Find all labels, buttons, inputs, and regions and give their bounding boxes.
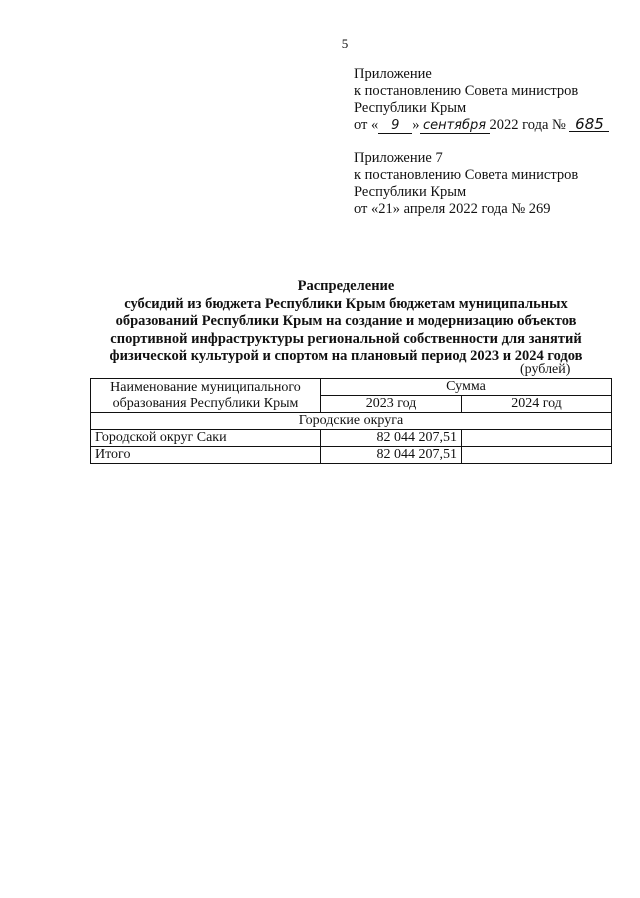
document-title: [80, 278, 612, 366]
row-amount-2024: [462, 430, 612, 447]
handwritten-day: 9: [378, 119, 412, 134]
annex-reference: к постановлению Совета министров: [354, 83, 579, 99]
annex-header: [354, 66, 609, 134]
row-amount-2023: 82 044 207,51: [321, 430, 462, 447]
row-municipality-name: Городской округ Саки: [91, 430, 321, 447]
title-line-2: субсидий из бюджета Республики Крым бюджетам муниципальных: [124, 295, 568, 312]
row-total-2023: 82 044 207,51: [321, 447, 462, 464]
annex-date-mid: »: [412, 117, 420, 133]
header-2024: 2024 год: [462, 396, 612, 413]
table-row: [91, 430, 612, 447]
annex-date-line: [354, 117, 609, 134]
header-2023: 2023 год: [321, 396, 462, 413]
annex-date-prefix: от «: [354, 117, 379, 133]
handwritten-month: сентября: [420, 119, 490, 134]
page-number: 5: [341, 36, 349, 51]
table-header-row: [91, 379, 612, 396]
title-line-4: спортивной инфраструктуры региональной собственности для занятий: [110, 330, 582, 347]
annex-previous-title: Приложение 7: [354, 150, 443, 166]
annex-previous-reference: к постановлению Совета министров: [354, 167, 579, 183]
units-label: (рублей): [520, 362, 571, 377]
annex-previous-republic: Республики Крым: [354, 184, 467, 200]
table-section-row: [91, 413, 612, 430]
annex-previous: [354, 150, 578, 218]
annex-previous-date: от «21» апреля 2022 года № 269: [354, 201, 551, 217]
handwritten-number: 685: [569, 117, 609, 132]
annex-republic: Республики Крым: [354, 100, 467, 116]
title-line-3: образований Республики Крым на создание и модернизацию объектов: [115, 313, 577, 329]
annex-date-year: 2022 года №: [489, 117, 566, 133]
section-label: Городские округа: [91, 413, 612, 430]
row-total-2024: [462, 447, 612, 464]
table-row: [91, 447, 612, 464]
header-municipality: Наименование муниципального образования Республики Крым: [91, 379, 321, 413]
title-line-5: физической культурой и спортом на плановый период 2023 и 2024 годов: [109, 348, 583, 364]
row-total-label: Итого: [91, 447, 321, 464]
header-sum: Сумма: [321, 379, 612, 396]
distribution-table: [90, 378, 612, 464]
annex-title: Приложение: [354, 66, 432, 82]
title-line-1: Распределение: [297, 278, 395, 294]
